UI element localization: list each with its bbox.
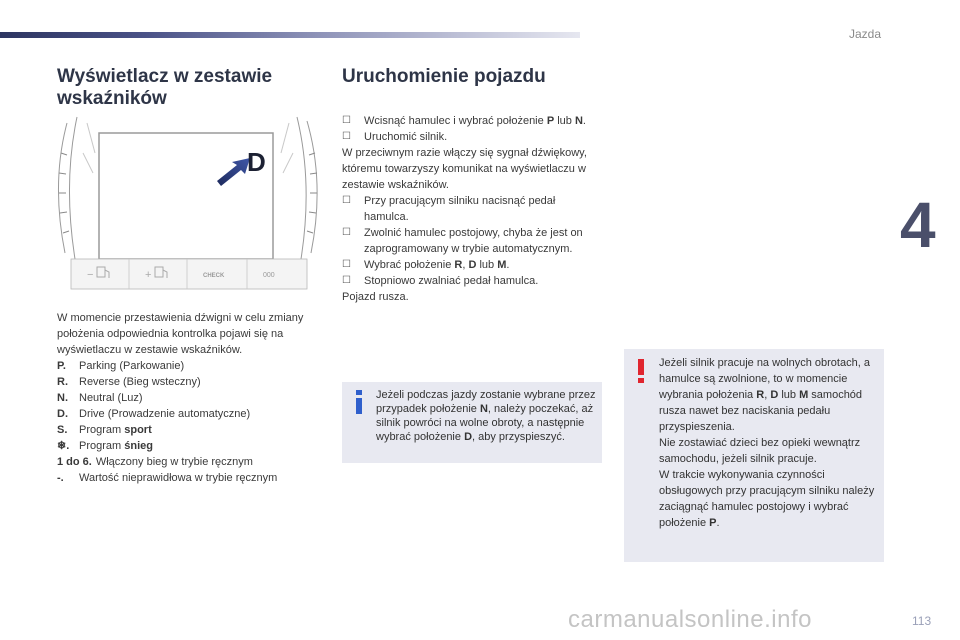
trip-button-label: 000 — [263, 272, 275, 279]
list-item: ❄. Program śnieg — [57, 440, 153, 452]
page-number: 113 — [912, 614, 932, 628]
warning-text: Jeżeli silnik pracuje na wolnych obrotach, a hamulce są zwolnione, to w momencie wybrania położenia R, D lub M samochód rusza nawet bez naciskania pedału przyspieszenia. Nie zostawiać dzieci bez opieki wewnątrz samochodu, jeżeli silnik pracuje. W trakcie wykonywania czynności obsługowych przy pracującym silniku należy zaciągnąć hamulec postojowy i wybrać położenie P. — [659, 357, 875, 529]
list-item: ☐ Przy pracującym silniku nacisnąć pedał hamulca. — [342, 195, 556, 223]
right-title: Uruchomienie pojazdu — [342, 66, 546, 87]
list-item: S. Program sport — [57, 424, 152, 436]
snowflake-icon: ❄. — [57, 440, 70, 452]
starting-procedure — [342, 113, 602, 305]
list-item: N. Neutral (Luz) — [57, 392, 143, 404]
list-item: 1 do 6. Włączony bieg w trybie ręcznym — [57, 456, 253, 468]
list-item: ☐ Wcisnąć hamulec i wybrać położenie P lub N. — [342, 115, 586, 127]
list-item: P. Parking (Parkowanie) — [57, 360, 185, 372]
section-label: Jazda — [849, 27, 882, 41]
info-box — [342, 382, 602, 463]
list-item: ☐ Wybrać położenie R, D lub M. — [342, 259, 510, 271]
checkbox-icon: ☐ — [342, 115, 351, 126]
gear-indicator-description — [57, 310, 327, 486]
exclamation-icon — [638, 359, 644, 383]
intro-paragraph: W momencie przestawienia dźwigni w celu zmiany położenia odpowiednia kontrolka pojawi się na wyświetlaczu w zestawie wskaźników. — [57, 312, 304, 356]
list-item: ☐ Stopniowo zwalniać pedał hamulca. — [342, 275, 539, 287]
result-paragraph: Pojazd rusza. — [342, 291, 409, 303]
checkbox-icon: ☐ — [342, 259, 351, 270]
list-item: D. Drive (Prowadzenie automatyczne) — [57, 408, 251, 420]
watermark: carmanualsonline.info — [568, 606, 812, 633]
checkbox-icon: ☐ — [342, 131, 351, 142]
chapter-number: 4 — [900, 189, 936, 261]
left-title: Wyświetlacz w zestawie wskaźników — [57, 66, 273, 109]
svg-text:+: + — [145, 269, 152, 281]
check-button-label: CHECK — [203, 273, 225, 279]
svg-text:−: − — [87, 269, 94, 281]
header-gradient-bar — [0, 32, 580, 38]
info-icon — [356, 390, 362, 414]
gear-letter-display: D — [247, 147, 266, 177]
list-item: -. Wartość nieprawidłowa w trybie ręcznym — [57, 472, 278, 484]
warning-box — [624, 349, 884, 562]
list-item: ☐ Zwolnić hamulec postojowy, chyba że jest on zaprogramowany w trybie automatycznym. — [342, 227, 583, 255]
list-item: R. Reverse (Bieg wsteczny) — [57, 376, 201, 388]
checkbox-icon: ☐ — [342, 275, 351, 286]
instrument-cluster-illustration — [57, 113, 319, 295]
list-item: ☐ Uruchomić silnik. — [342, 131, 448, 143]
info-text: Jeżeli podczas jazdy zostanie wybrane przez przypadek położenie N, należy poczekać, aż silnik powróci na wolne obroty, a następnie wybrać położenie D, aby przyspieszyć. — [376, 389, 596, 443]
checkbox-icon: ☐ — [342, 227, 351, 238]
checkbox-icon: ☐ — [342, 195, 351, 206]
warning-paragraph: W przeciwnym razie włączy się sygnał dźwiękowy, któremu towarzyszy komunikat na wyświetlaczu w zestawie wskaźników. — [342, 147, 587, 191]
